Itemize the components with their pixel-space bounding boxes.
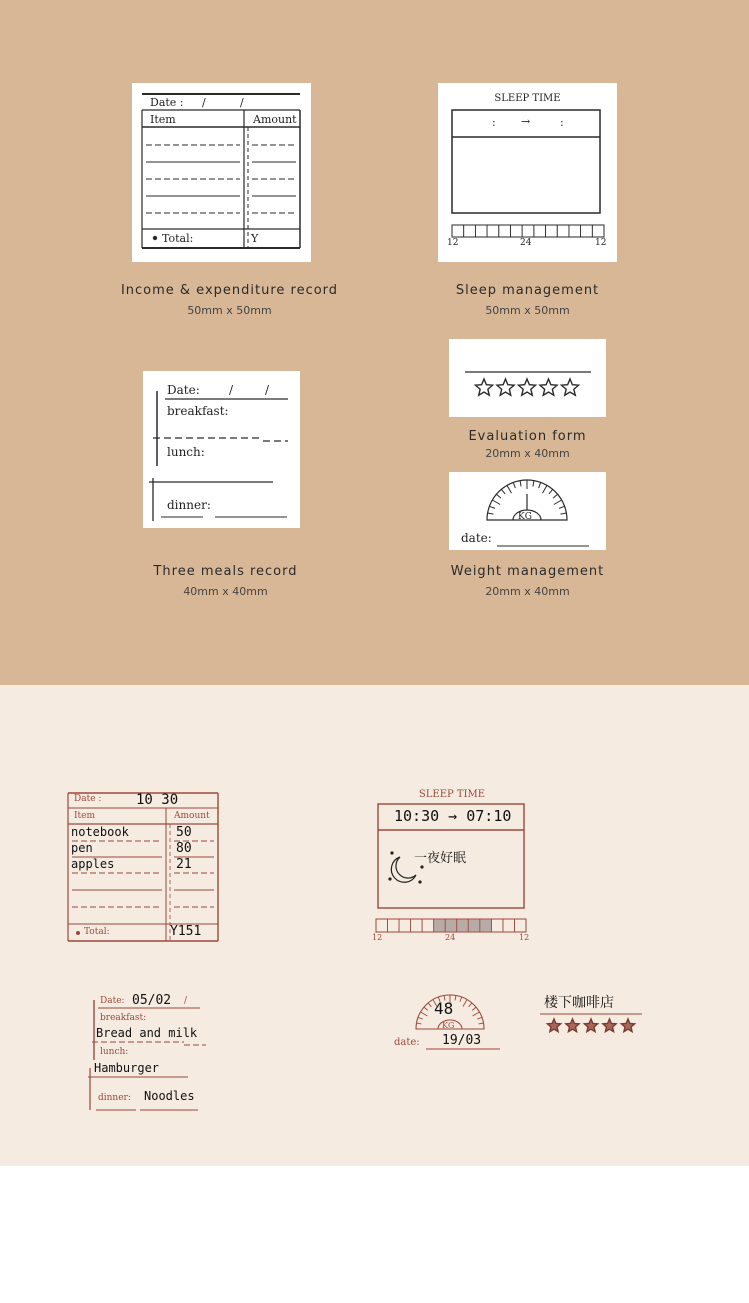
star-icon <box>497 379 514 395</box>
sleep-hour-cell <box>491 919 503 932</box>
meals-example-date-label: Date: <box>100 996 125 1006</box>
evaluation-stamp-card <box>449 339 606 417</box>
sleep-hour-cell <box>581 225 593 237</box>
sleep-tick-right: 12 <box>595 238 607 248</box>
sleep-hour-cell <box>557 225 569 237</box>
star-icon <box>518 379 535 395</box>
sleep-example-tick-left: 12 <box>372 933 383 942</box>
evaluation-example-stars <box>547 1019 634 1032</box>
income-example-row-amount: 80 <box>176 841 192 856</box>
weight-caption-size: 20mm x 40mm <box>485 585 570 598</box>
evaluation-stamp-frame <box>449 339 606 417</box>
income-example-row-amount: 21 <box>176 857 192 872</box>
sleep-arrow: → <box>521 115 531 128</box>
income-caption-size: 50mm x 50mm <box>187 304 272 317</box>
sleep-hour-cell <box>445 919 457 932</box>
meals-caption <box>98 564 353 598</box>
sleep-hour-cell <box>499 225 511 237</box>
sleep-hour-cell <box>510 225 522 237</box>
income-example-date-label: Date : <box>74 794 102 804</box>
meals-example-dinner-label: dinner: <box>98 1093 131 1103</box>
income-total-label: Total: <box>162 232 194 245</box>
weight-caption <box>400 564 655 598</box>
sleep-example-title: SLEEP TIME <box>418 789 486 800</box>
stamp-examples-section <box>0 685 749 1166</box>
sleep-stamp-frame <box>438 83 617 262</box>
meals-stamp-card <box>143 371 300 528</box>
income-date-sep: / <box>240 96 244 109</box>
sleep-hour-cell <box>457 919 469 932</box>
gauge-tick <box>492 500 500 505</box>
income-example-row-item: pen <box>71 841 93 855</box>
gauge-tick <box>473 1012 480 1016</box>
gauge-tick <box>479 1023 484 1024</box>
sleep-caption <box>390 283 665 317</box>
meals-caption-size: 40mm x 40mm <box>183 585 268 598</box>
sleep-hour-cell <box>422 919 434 932</box>
evaluation-caption <box>400 429 655 460</box>
gauge-tick <box>549 489 553 494</box>
sleep-caption-title: Sleep management <box>455 283 600 298</box>
gauge-tick <box>496 494 501 498</box>
income-amount-header: Amount <box>253 113 297 126</box>
gauge-tick <box>559 506 565 508</box>
gauge-tick <box>520 481 521 487</box>
meals-date-sep: / <box>265 383 270 397</box>
income-stamp-frame <box>132 83 311 262</box>
sleep-colon: : <box>560 116 564 129</box>
star-icon <box>621 1019 634 1032</box>
gauge-tick <box>543 485 548 493</box>
sleep-hour-cell <box>468 919 480 932</box>
gauge-tick <box>424 1007 428 1010</box>
weight-date-label: date: <box>461 531 492 545</box>
sleep-hour-cell <box>569 225 581 237</box>
income-caption <box>92 283 367 317</box>
meals-example-date-tail: / <box>184 996 188 1006</box>
gauge-tick <box>418 1017 423 1019</box>
sleep-hour-cell <box>452 225 464 237</box>
gauge-tick <box>421 1012 428 1016</box>
sleep-colon: : <box>492 116 496 129</box>
weight-example-date-label: date: <box>394 1037 420 1048</box>
sleep-hour-cell <box>546 225 558 237</box>
sleep-hour-cell <box>434 919 446 932</box>
star-icon <box>584 1019 597 1032</box>
gauge-tick <box>560 513 566 514</box>
gauge-tick <box>507 485 512 493</box>
sleep-hour-cell <box>487 225 499 237</box>
sleep-title: SLEEP TIME <box>494 93 561 104</box>
gauge-tick <box>472 1007 476 1010</box>
gauge-tick <box>463 1000 467 1007</box>
gauge-tick <box>460 997 462 1002</box>
evaluation-caption-size: 20mm x 40mm <box>485 447 570 460</box>
gauge-tick <box>539 482 541 488</box>
sleep-tick-mid: 24 <box>520 238 532 248</box>
income-example-item-header: Item <box>74 811 96 821</box>
income-example-total-label: Total: <box>84 927 110 937</box>
meals-date-sep: / <box>229 383 234 397</box>
weight-unit: KG <box>518 512 532 522</box>
gauge-tick <box>489 506 495 508</box>
gauge-tick <box>469 1003 472 1007</box>
sleep-caption-size: 50mm x 50mm <box>485 304 570 317</box>
sleep-example-note: 一夜好眠 <box>414 851 467 866</box>
weight-example-unit: KG <box>442 1021 455 1030</box>
gauge-tick <box>553 494 558 498</box>
evaluation-example-note: 楼下咖啡店 <box>544 995 614 1011</box>
gauge-tick <box>554 500 562 505</box>
sleep-hour-cell <box>464 225 476 237</box>
meals-example-breakfast: Bread and milk <box>96 1026 198 1040</box>
sleep-hour-cell <box>376 919 388 932</box>
sleep-hour-cell <box>475 225 487 237</box>
sleep-hour-cell <box>399 919 411 932</box>
footer-blank <box>0 1166 749 1303</box>
meals-breakfast-label: breakfast: <box>167 404 229 418</box>
star-icon <box>540 379 557 395</box>
gauge-tick <box>428 1003 431 1007</box>
gauge-tick <box>477 1017 482 1019</box>
income-item-header: Item <box>150 113 176 126</box>
weight-example-value: 48 <box>434 999 454 1018</box>
sleep-hour-cell <box>592 225 604 237</box>
meals-date-label: Date: <box>167 383 200 397</box>
sleep-hour-cell <box>522 225 534 237</box>
meals-example <box>84 990 214 1115</box>
meals-example-breakfast-label: breakfast: <box>100 1013 147 1023</box>
income-stamp-card <box>132 83 311 262</box>
weight-caption-title: Weight management <box>450 564 605 579</box>
meals-caption-title: Three meals record <box>153 564 298 579</box>
sleep-example-time: 10:30 → 07:10 <box>394 807 512 825</box>
gauge-tick <box>533 481 534 487</box>
gauge-tick <box>513 482 515 488</box>
income-example-row-item: notebook <box>71 825 129 839</box>
income-caption-title: Income & expenditure record <box>120 283 339 298</box>
meals-dinner-label: dinner: <box>167 498 211 512</box>
income-date-label: Date : <box>150 96 184 109</box>
evaluation-caption-title: Evaluation form <box>468 429 587 444</box>
star-icon <box>475 379 492 395</box>
meals-example-lunch-label: lunch: <box>100 1047 129 1057</box>
sleep-example-tick-right: 12 <box>519 933 530 942</box>
meals-example-date: 05/02 <box>132 993 172 1008</box>
sleep-hour-cell <box>388 919 400 932</box>
gauge-tick <box>488 513 494 514</box>
weight-stamp-card <box>449 472 606 550</box>
star-icon <box>547 1019 560 1032</box>
sleep-hour-cell <box>411 919 423 932</box>
gauge-tick <box>455 996 456 1001</box>
star-icon <box>603 1019 616 1032</box>
sleep-tick-left: 12 <box>447 238 459 248</box>
meals-lunch-label: lunch: <box>167 445 205 459</box>
income-date-sep: / <box>202 96 206 109</box>
sleep-example <box>370 787 532 947</box>
gauge-tick <box>501 489 505 494</box>
income-example-date: 10 30 <box>136 792 179 808</box>
income-example-row-amount: 50 <box>176 825 192 840</box>
evaluation-stars <box>475 379 578 395</box>
sleep-stamp-card <box>438 83 617 262</box>
income-example-row-item: apples <box>71 857 115 871</box>
gauge-tick <box>417 1023 422 1024</box>
weight-example-date: 19/03 <box>442 1033 482 1048</box>
income-example <box>66 791 220 943</box>
sleep-hour-cell <box>514 919 526 932</box>
sleep-hour-cell <box>480 919 492 932</box>
weight-example <box>392 991 504 1053</box>
sleep-hour-cell <box>534 225 546 237</box>
income-example-amount-header: Amount <box>174 811 210 821</box>
sleep-example-tick-mid: 24 <box>445 933 456 942</box>
income-currency: Y <box>251 232 259 245</box>
meals-example-lunch: Hamburger <box>94 1061 160 1075</box>
star-icon <box>566 1019 579 1032</box>
evaluation-example <box>540 990 644 1040</box>
income-example-total: Y151 <box>170 924 202 939</box>
meals-example-dinner: Noodles <box>144 1089 195 1103</box>
star-icon <box>561 379 578 395</box>
sleep-hour-cell <box>503 919 515 932</box>
